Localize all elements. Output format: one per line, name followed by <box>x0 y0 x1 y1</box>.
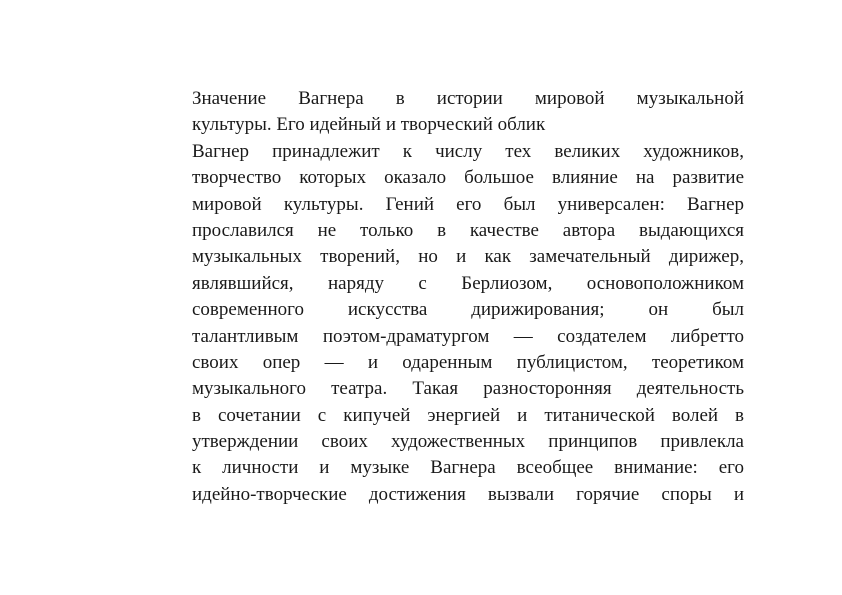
body-line: утверждении своих художественных принципов привлекла <box>192 431 744 453</box>
body-line: музыкального театра. Такая разносторонняя деятельность <box>192 378 744 400</box>
body-line: талантливым поэтом-драматургом — создателем либретто <box>192 325 744 347</box>
document-text <box>192 86 744 508</box>
body-line: современного искусства дирижирования; он был <box>192 299 744 321</box>
body-line: Вагнер принадлежит к числу тех великих художников, <box>192 140 744 162</box>
body-line: музыкальных творений, но и как замечательный дирижер, <box>192 246 744 268</box>
body-line: прославился не только в качестве автора выдающихся <box>192 219 744 241</box>
body-line: творчество которых оказало большое влияние на развитие <box>192 167 744 189</box>
body-line: своих опер — и одаренным публицистом, теоретиком <box>192 351 744 373</box>
body-line: мировой культуры. Гений его был универсален: Вагнер <box>192 193 744 215</box>
body-line: идейно-творческие достижения вызвали горячие споры и <box>192 483 744 505</box>
heading-line: Значение Вагнера в истории мировой музыкальной <box>192 88 744 109</box>
body-line: в сочетании с кипучей энергией и титанической волей в <box>192 404 744 426</box>
body-line: являвшийся, наряду с Берлиозом, основоположником <box>192 272 744 294</box>
body-line: к личности и музыке Вагнера всеобщее внимание: его <box>192 457 744 479</box>
heading-line: культуры. Его идейный и творческий облик <box>192 114 546 136</box>
